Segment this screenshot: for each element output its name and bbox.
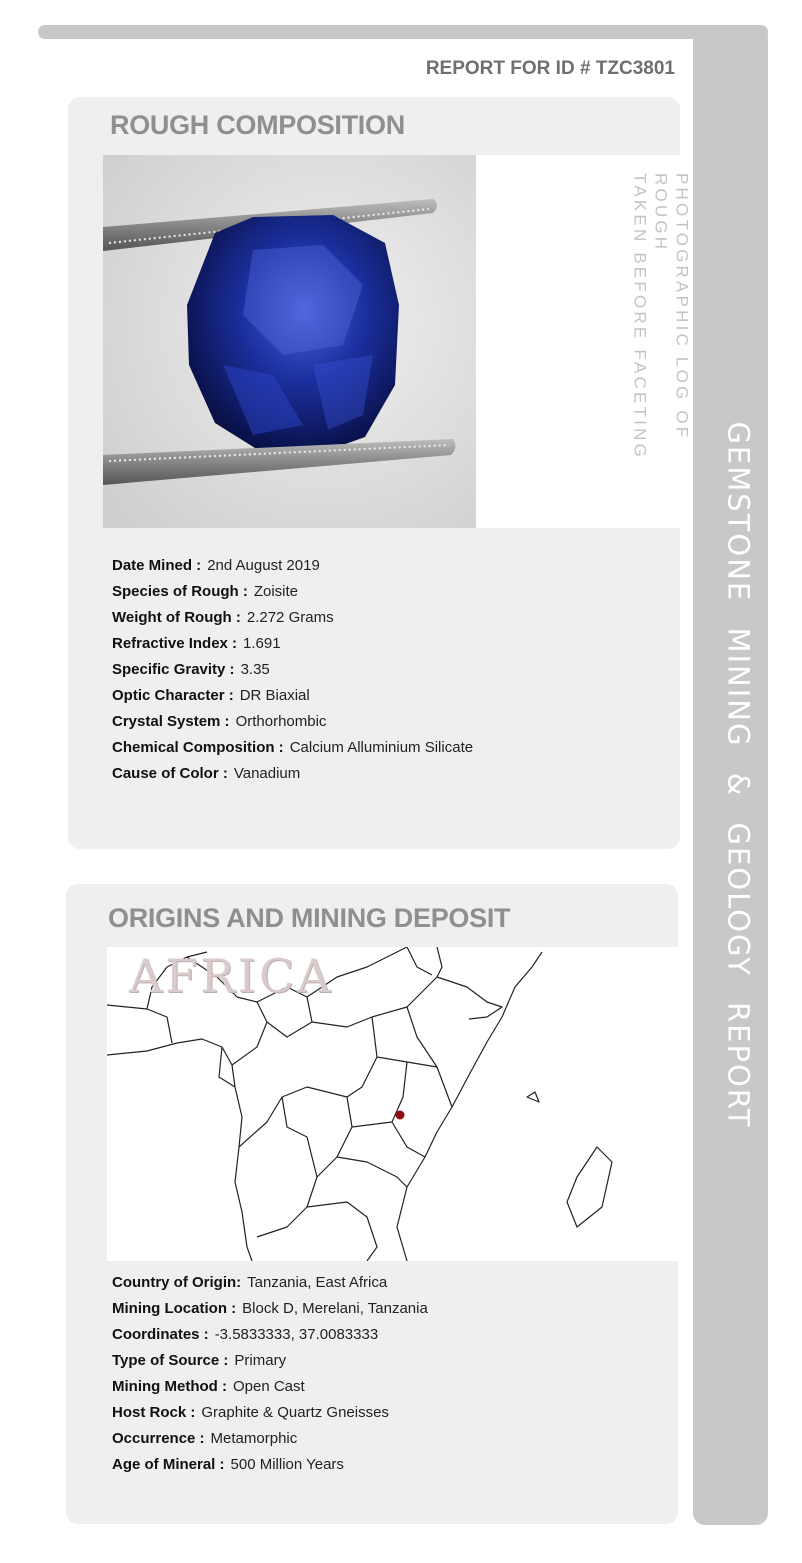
detail-value: Metamorphic — [210, 1430, 298, 1447]
detail-value: 2nd August 2019 — [207, 557, 320, 574]
map-watermark: AFRICA — [129, 949, 334, 1003]
origins-title: ORIGINS AND MINING DEPOSIT — [108, 903, 511, 933]
detail-label: Weight of Rough : — [112, 609, 241, 626]
detail-value: 2.272 Grams — [246, 609, 334, 626]
detail-label: Mining Method : — [112, 1378, 227, 1395]
detail-label: Species of Rough : — [112, 583, 248, 600]
detail-row — [112, 1325, 428, 1351]
detail-row — [112, 738, 473, 764]
frame-top-bar — [38, 25, 768, 39]
detail-value: Open Cast — [232, 1378, 305, 1395]
gemstone-photo-icon — [103, 155, 476, 528]
detail-value: Vanadium — [233, 765, 301, 782]
detail-label: Coordinates : — [112, 1326, 209, 1343]
photo-caption-line-1: PHOTOGRAPHIC LOG OF ROUGH — [651, 173, 692, 441]
detail-value: 500 Million Years — [230, 1456, 344, 1473]
report-id: REPORT FOR ID # TZC3801 — [425, 58, 675, 79]
detail-value: Orthorhombic — [235, 713, 327, 730]
side-title — [693, 25, 768, 1525]
detail-label: Cause of Color : — [112, 765, 228, 782]
detail-value: Block D, Merelani, Tanzania — [242, 1300, 428, 1317]
detail-row — [112, 634, 473, 660]
rough-composition-title: ROUGH COMPOSITION — [110, 110, 405, 140]
photo-caption — [630, 173, 692, 513]
detail-label: Age of Mineral : — [112, 1456, 225, 1473]
detail-label: Host Rock : — [112, 1404, 196, 1421]
detail-label: Mining Location : — [112, 1300, 237, 1317]
detail-value: Calcium Alluminium Silicate — [289, 739, 474, 756]
rough-photo — [103, 155, 476, 528]
detail-row — [112, 764, 473, 790]
detail-label: Country of Origin: — [112, 1274, 242, 1291]
detail-value: Tanzania, East Africa — [247, 1274, 388, 1291]
photo-caption-line-2: TAKEN BEFORE FACETING — [630, 173, 650, 460]
detail-value: Zoisite — [253, 583, 299, 600]
detail-label: Crystal System : — [112, 713, 230, 730]
origin-details-list — [112, 1273, 428, 1481]
detail-row — [112, 1273, 428, 1299]
detail-row — [112, 1403, 428, 1429]
detail-row — [112, 582, 473, 608]
detail-label: Date Mined : — [112, 557, 202, 574]
detail-label: Optic Character : — [112, 687, 234, 704]
detail-value: Graphite & Quartz Gneisses — [201, 1404, 389, 1421]
side-title-text: GEMSTONE MINING & GEOLOGY REPORT — [721, 421, 756, 1129]
rough-details-list — [112, 556, 473, 790]
detail-label: Type of Source : — [112, 1352, 229, 1369]
detail-row — [112, 608, 473, 634]
detail-row — [112, 1299, 428, 1325]
detail-value: Primary — [234, 1352, 287, 1369]
africa-map — [107, 947, 678, 1261]
detail-label: Specific Gravity : — [112, 661, 235, 678]
detail-value: -3.5833333, 37.0083333 — [214, 1326, 379, 1343]
detail-row — [112, 660, 473, 686]
detail-label: Chemical Composition : — [112, 739, 284, 756]
detail-row — [112, 1429, 428, 1455]
detail-value: 1.691 — [243, 635, 281, 652]
detail-row — [112, 556, 473, 582]
detail-row — [112, 1455, 428, 1481]
detail-row — [112, 712, 473, 738]
rough-photo-strip — [103, 155, 692, 528]
detail-value: 3.35 — [240, 661, 270, 678]
deposit-marker-icon — [396, 1111, 405, 1120]
detail-row — [112, 1351, 428, 1377]
detail-row — [112, 686, 473, 712]
detail-label: Occurrence : — [112, 1430, 205, 1447]
detail-label: Refractive Index : — [112, 635, 238, 652]
detail-value: DR Biaxial — [239, 687, 310, 704]
detail-row — [112, 1377, 428, 1403]
